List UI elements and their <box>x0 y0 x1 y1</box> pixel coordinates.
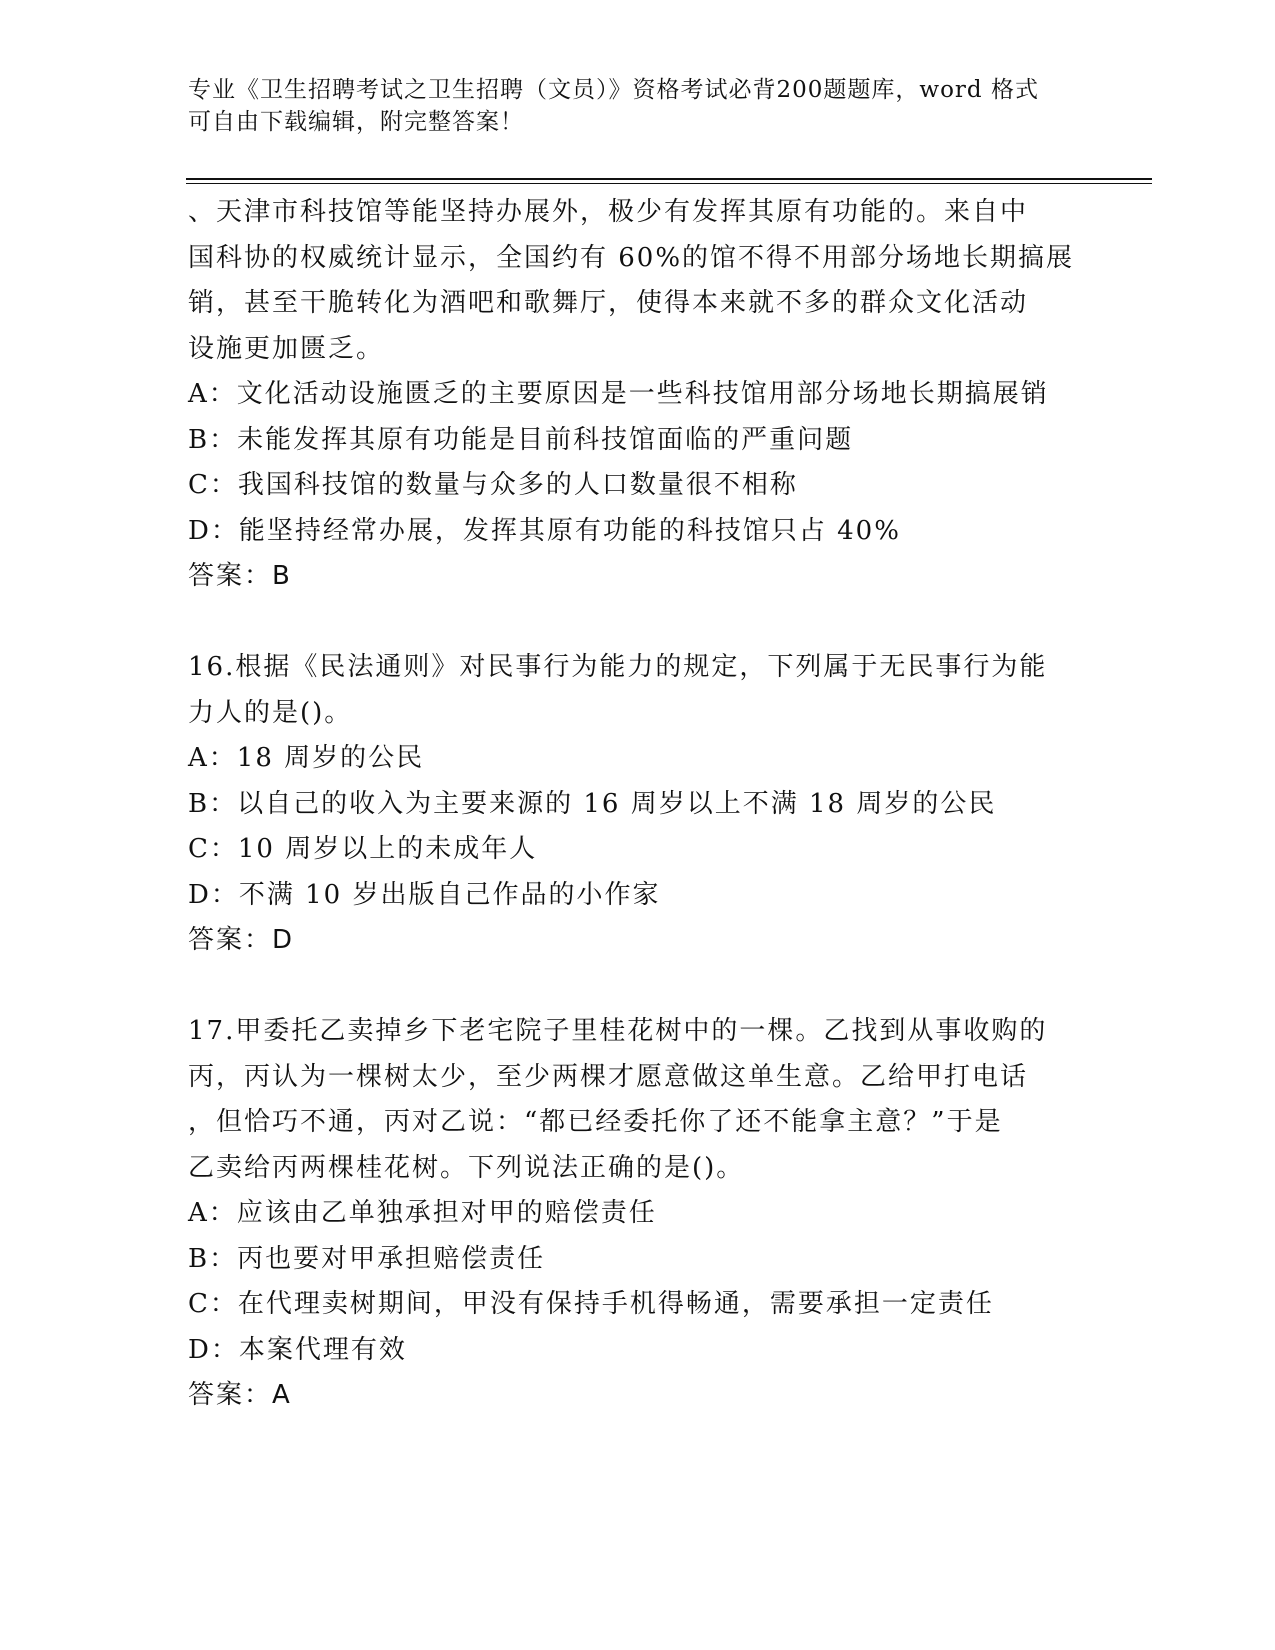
answer-line: 答案：B <box>188 561 292 591</box>
question-stem-line: 力人的是()。 <box>188 697 353 728</box>
option-a: A：18 周岁的公民 <box>188 743 425 773</box>
option-b: B：未能发挥其原有功能是目前科技馆面临的严重问题 <box>188 424 854 455</box>
question-stem-line: 、天津市科技馆等能坚持办展外，极少有发挥其原有功能的。来自中 <box>188 197 1029 227</box>
option-c: C：10 周岁以上的未成年人 <box>188 834 538 864</box>
question-15 <box>188 190 1098 600</box>
question-stem-line: 设施更加匮乏。 <box>188 333 385 364</box>
question-stem-line: 销，甚至干脆转化为酒吧和歌舞厅，使得本来就不多的群众文化活动 <box>188 288 1029 318</box>
header-rule-thick <box>186 178 1152 180</box>
question-17 <box>188 1009 1098 1419</box>
document-body <box>188 190 1098 1419</box>
header-line-2: 可自由下载编辑，附完整答案！ <box>188 109 524 135</box>
question-stem-line: 乙卖给丙两棵桂花树。下列说法正确的是()。 <box>188 1152 745 1183</box>
option-b: B：丙也要对甲承担赔偿责任 <box>188 1243 546 1274</box>
spacer <box>188 600 1098 646</box>
option-d: D：能坚持经常办展，发挥其原有功能的科技馆只占 40% <box>188 515 901 546</box>
option-c: C：我国科技馆的数量与众多的人口数量很不相称 <box>188 470 798 500</box>
option-d: D：本案代理有效 <box>188 1334 407 1365</box>
option-a: A：文化活动设施匮乏的主要原因是一些科技馆用部分场地长期搞展销 <box>188 379 1049 409</box>
option-a: A：应该由乙单独承担对甲的赔偿责任 <box>188 1198 657 1228</box>
header-line-1: 专业《卫生招聘考试之卫生招聘（文员）》资格考试必背200题题库，word 格式 <box>188 77 1039 103</box>
option-c: C：在代理卖树期间，甲没有保持手机得畅通，需要承担一定责任 <box>188 1289 994 1319</box>
option-b: B：以自己的收入为主要来源的 16 周岁以上不满 18 周岁的公民 <box>188 788 997 819</box>
question-stem-line: 16.根据《民法通则》对民事行为能力的规定，下列属于无民事行为能 <box>188 652 1048 682</box>
question-stem-line: 丙，丙认为一棵树太少，至少两棵才愿意做这单生意。乙给甲打电话 <box>188 1061 1029 1092</box>
spacer <box>188 964 1098 1010</box>
question-stem-line: 17.甲委托乙卖掉乡下老宅院子里桂花树中的一棵。乙找到从事收购的 <box>188 1016 1048 1046</box>
answer-line: 答案：A <box>188 1380 292 1410</box>
option-d: D：不满 10 岁出版自己作品的小作家 <box>188 879 661 910</box>
header-rule-thin <box>186 183 1152 184</box>
question-stem-line: 国科协的权威统计显示，全国约有 60%的馆不得不用部分场地长期搞展 <box>188 242 1075 273</box>
question-stem-line: ，但恰巧不通，丙对乙说：“都已经委托你了还不能拿主意？”于是 <box>188 1107 1003 1137</box>
answer-line: 答案：D <box>188 925 295 955</box>
document-header <box>188 74 1068 138</box>
question-16 <box>188 645 1098 964</box>
